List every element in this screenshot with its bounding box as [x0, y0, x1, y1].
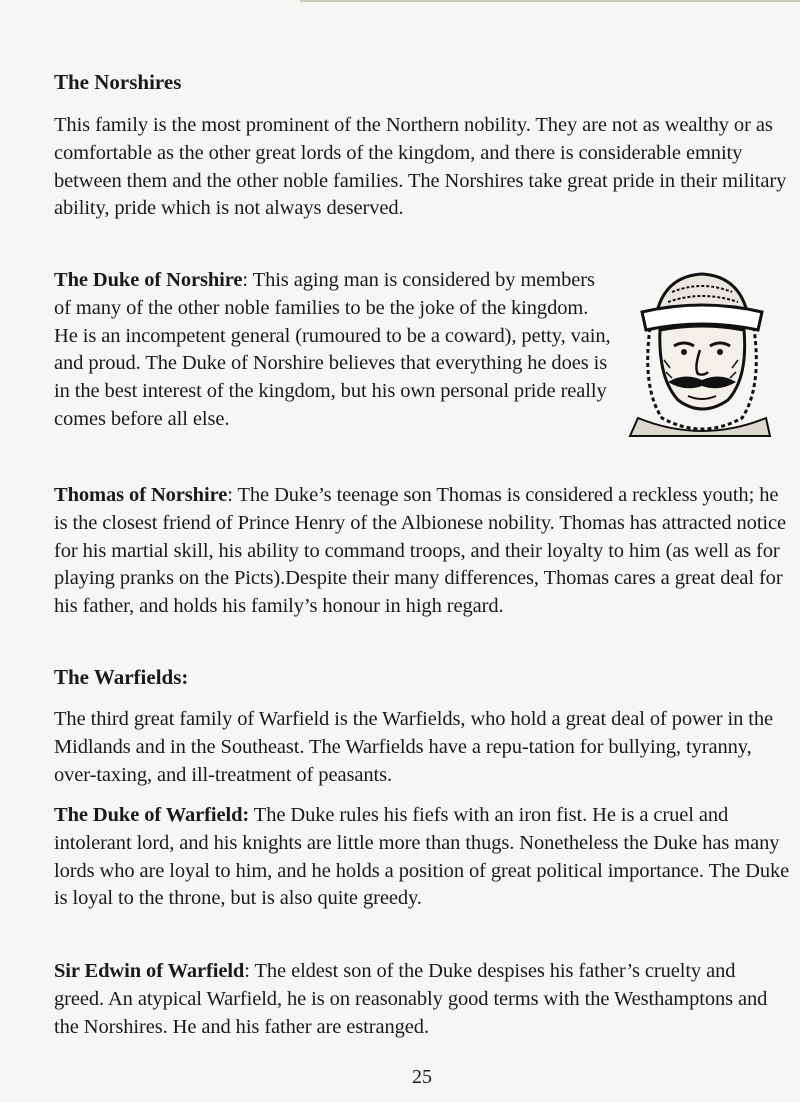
page-number: 25 — [412, 1066, 432, 1088]
section-heading-norshires: The Norshires — [54, 70, 182, 94]
duke-of-norshire-text: : This aging man is considered by members of many of the other noble families to be the joke of the kingdom. He is an incompetent general (rumoured to be a coward), petty, vain, and proud. The Duke of Norshire believes that everything he does is in the best interest of the kingdom, but his own personal pride really comes before all else. — [54, 269, 611, 430]
thomas-of-norshire-text: : The Duke’s teenage son Thomas is considered a reckless youth; he is the closest friend of Prince Henry of the Albionese nobility. Thomas has attracted notice for his martial skill, his ability to command troops, and their loyalty to him (as well as for playing pranks on the Picts).Despite their many differences, Thomas cares a great deal for his father, and holds his family’s honour in high regard. — [54, 484, 787, 618]
duke-portrait-illustration — [628, 268, 772, 440]
duke-of-warfield-text: The Duke rules his fiefs with an iron fist. He is a cruel and intolerant lord, and his knights are little more than thugs. Nonetheless the Duke has many lords who are loyal to him, and he holds a position of great political importance. The Duke is loyal to the throne, but is also quite greedy. — [54, 804, 790, 910]
thomas-of-norshire-paragraph — [54, 482, 790, 621]
sir-edwin-text: : The eldest son of the Duke despises his father’s cruelty and greed. An atypical Warfield, he is on reasonably good terms with the Westhamptons and the Norshires. He and his father are estranged. — [54, 960, 768, 1038]
sir-edwin-name: Sir Edwin of Warfield — [54, 960, 245, 982]
duke-of-norshire-name: The Duke of Norshire — [54, 269, 243, 291]
thomas-of-norshire-name: Thomas of Norshire — [54, 484, 228, 506]
norshires-intro-paragraph: This family is the most prominent of the Northern nobility. They are not as wealthy or as comfortable as the other great lords of the kingdom, and there is considerable emnity between them and the other noble families. The Norshires take great pride in their military ability, pride which is not always deserved. — [54, 114, 787, 220]
duke-of-norshire-paragraph — [54, 267, 614, 434]
sir-edwin-paragraph — [54, 958, 790, 1041]
page-edge-line — [300, 0, 800, 2]
section-heading-warfields: The Warfields: — [54, 665, 189, 689]
duke-of-warfield-name: The Duke of Warfield: — [54, 804, 250, 826]
duke-of-warfield-paragraph — [54, 802, 790, 913]
warfields-intro-paragraph: The third great family of Warfield is the Warfields, who hold a great deal of power in the Midlands and in the Southeast. The Warfields have a repu-tation for bullying, tyranny, over-taxing, and ill-treatment of peasants. — [54, 708, 774, 786]
